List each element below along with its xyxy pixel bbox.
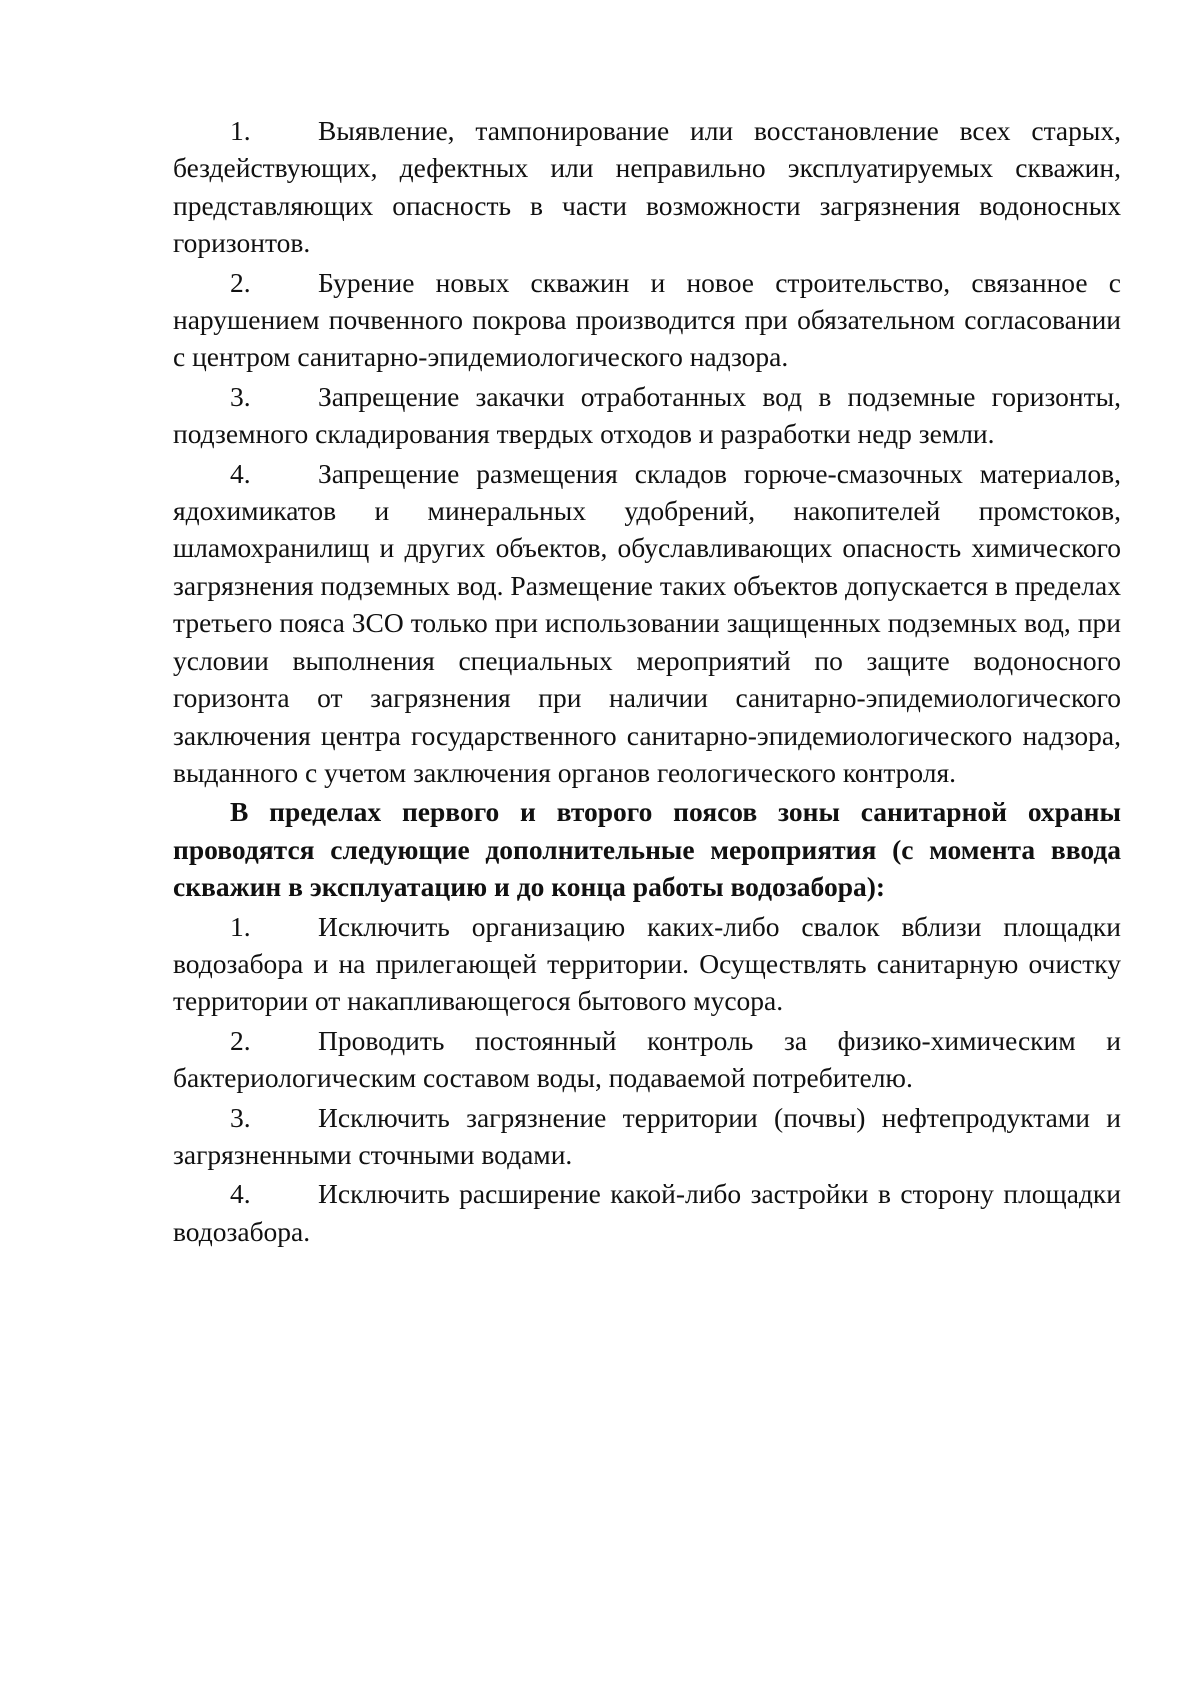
item-text: Запрещение закачки отработанных вод в подземные горизонты, подземного складирования твердых отходов и разработки недр земли. bbox=[173, 380, 1121, 450]
item-number: 1. bbox=[230, 115, 251, 146]
item-number: 1. bbox=[230, 910, 251, 942]
item-text: Бурение новых скважин и новое строительство, связанное с нарушением почвенного покрова производится при обязательном согласовании с центром санитарно-эпидемиологического надзора. bbox=[173, 266, 1121, 373]
item-text: Исключить расширение какой-либо застройки в сторону площадки водозабора. bbox=[173, 1178, 1121, 1247]
item-number: 2. bbox=[230, 266, 251, 298]
section-heading: В пределах первого и второго поясов зоны санитарной охраны проводятся следующие дополнительные мероприятия (с момента ввода скважин в эксплуатацию и до конца работы водозабора): bbox=[173, 796, 1121, 903]
list-item bbox=[173, 1022, 1121, 1097]
list-item bbox=[173, 378, 1121, 453]
item-number: 3. bbox=[230, 380, 251, 412]
list-item bbox=[173, 1099, 1121, 1174]
item-text: Исключить организацию каких-либо свалок вблизи площадки водозабора и на прилегающей территории. Осуществлять санитарную очистку территории от накапливающегося бытового мусора. bbox=[173, 910, 1121, 1017]
list-item bbox=[173, 908, 1121, 1020]
list-item bbox=[173, 455, 1121, 792]
item-number: 2. bbox=[230, 1024, 251, 1056]
item-number: 4. bbox=[230, 457, 251, 489]
item-text: Проводить постоянный контроль за физико-химическим и бактериологическим составом воды, подаваемой потребителю. bbox=[173, 1024, 1121, 1094]
item-number: 3. bbox=[230, 1101, 251, 1133]
list-item bbox=[173, 1175, 1121, 1250]
list-item bbox=[173, 112, 1121, 262]
list-item bbox=[173, 264, 1121, 376]
item-text: Исключить загрязнение территории (почвы) нефтепродуктами и загрязненными сточными водами. bbox=[173, 1101, 1121, 1170]
item-number: 4. bbox=[230, 1178, 251, 1210]
item-text: Выявление, тампонирование или восстановление всех старых, бездействующих, дефектных или неправильно эксплуатируемых скважин, представляющих опасность в части возможности загрязнения водоносных горизонтов. bbox=[173, 115, 1121, 259]
item-text: Запрещение размещения складов горюче-смазочных материалов, ядохимикатов и минеральных удобрений, накопителей промстоков, шламохранилищ и других объектов, обуславливающих опасность химического загрязнения подземных вод. Размещение таких объектов допускается в пределах третьего пояса ЗСО только при использовании защищенных подземных вод, при условии выполнения специальных мероприятий по защите водоносного горизонта от загрязнения при наличии санитарно-эпидемиологического заключения центра государственного санитарно-эпидемиологического надзора, выданного с учетом заключения органов геологического контроля. bbox=[173, 457, 1121, 788]
document-page bbox=[173, 112, 1121, 1252]
